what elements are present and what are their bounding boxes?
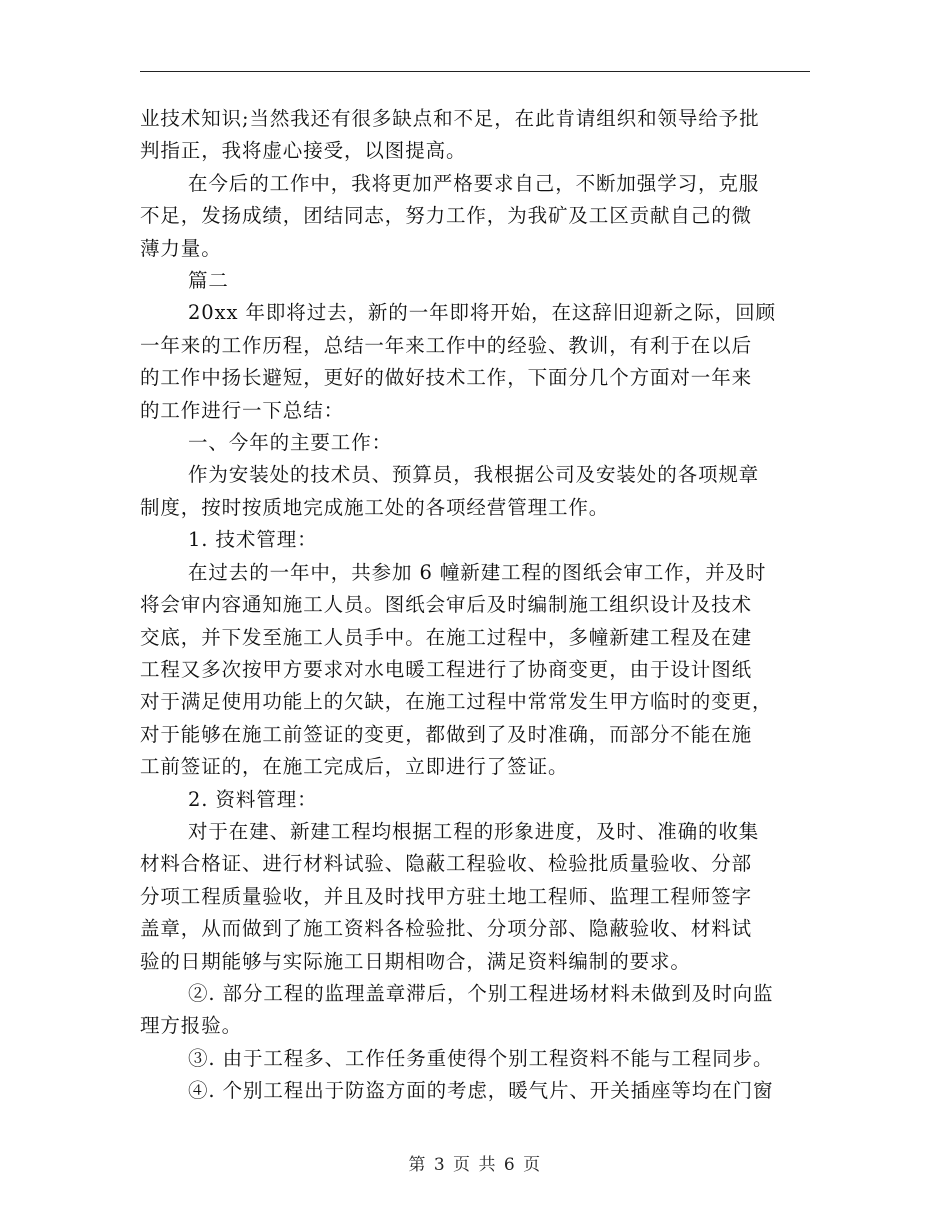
text-line: 对于满足使用功能上的欠缺，在施工过程中常常发生甲方临时的变更， xyxy=(140,690,773,714)
text-line: 分项工程质量验收，并且及时找甲方驻土地工程师、监理工程师签字 xyxy=(140,884,753,908)
text-line: 材料合格证、进行材料试验、隐蔽工程验收、检验批质量验收、分部 xyxy=(140,852,753,876)
text-line: 对于在建、新建工程均根据工程的形象进度，及时、准确的收集 xyxy=(188,819,760,843)
text-line: 不足，发扬成绩，团结同志，努力工作，为我矿及工区贡献自己的微 xyxy=(140,204,753,228)
text-line: 验的日期能够与实际施工日期相吻合，满足资料编制的要求。 xyxy=(140,949,691,973)
text-line: 制度，按时按质地完成施工处的各项经营管理工作。 xyxy=(140,495,610,519)
text-line: 盖章，从而做到了施工资料各检验批、分项分部、隐蔽验收、材料试 xyxy=(140,917,753,941)
text-line: 判指正，我将虚心接受，以图提高。 xyxy=(140,139,467,163)
text-line: 的工作进行一下总结： xyxy=(140,398,345,422)
section-heading: 1. 技术管理： xyxy=(188,528,318,552)
header-rule xyxy=(140,71,810,72)
section-heading: 篇二 xyxy=(188,269,229,293)
text-line: 对于能够在施工前签证的变更，都做到了及时准确，而部分不能在施 xyxy=(140,722,753,746)
page-footer: 第 3 页 共 6 页 xyxy=(408,1155,542,1175)
text-line: 一年来的工作历程，总结一年来工作中的经验、教训，有利于在以后 xyxy=(140,333,753,357)
text-line: 的工作中扬长避短，更好的做好技术工作，下面分几个方面对一年来 xyxy=(140,366,753,390)
document-body xyxy=(140,103,812,1108)
text-line: 将会审内容通知施工人员。图纸会审后及时编制施工组织设计及技术 xyxy=(140,593,753,617)
text-line: 薄力量。 xyxy=(140,236,222,260)
text-line: 交底，并下发至施工人员手中。在施工过程中，多幢新建工程及在建 xyxy=(140,625,753,649)
section-heading: 一、今年的主要工作： xyxy=(188,431,393,455)
text-line: 业技术知识;当然我还有很多缺点和不足，在此肯请组织和领导给予批 xyxy=(140,107,760,130)
text-line: 工前签证的，在施工完成后，立即进行了签证。 xyxy=(140,755,569,779)
text-line: 在过去的一年中，共参加 6 幢新建工程的图纸会审工作，并及时 xyxy=(188,560,767,584)
text-line: ③. 由于工程多、工作任务重使得个别工程资料不能与工程同步。 xyxy=(188,1046,774,1070)
text-line: ④. 个别工程出于防盗方面的考虑，暖气片、开关插座等均在门窗 xyxy=(188,1079,774,1103)
section-heading: 2. 资料管理： xyxy=(188,787,318,811)
text-line: ②. 部分工程的监理盖章滞后，个别工程进场材料未做到及时向监 xyxy=(188,981,774,1005)
text-line: 在今后的工作中，我将更加严格要求自己，不断加强学习，克服 xyxy=(188,171,760,195)
text-line: 工程又多次按甲方要求对水电暖工程进行了协商变更，由于设计图纸 xyxy=(140,657,753,681)
text-line: 20xx 年即将过去，新的一年即将开始，在这辞旧迎新之际，回顾 xyxy=(188,301,776,325)
text-line: 理方报验。 xyxy=(140,1014,243,1038)
text-line: 作为安装处的技术员、预算员，我根据公司及安装处的各项规章 xyxy=(188,463,760,487)
